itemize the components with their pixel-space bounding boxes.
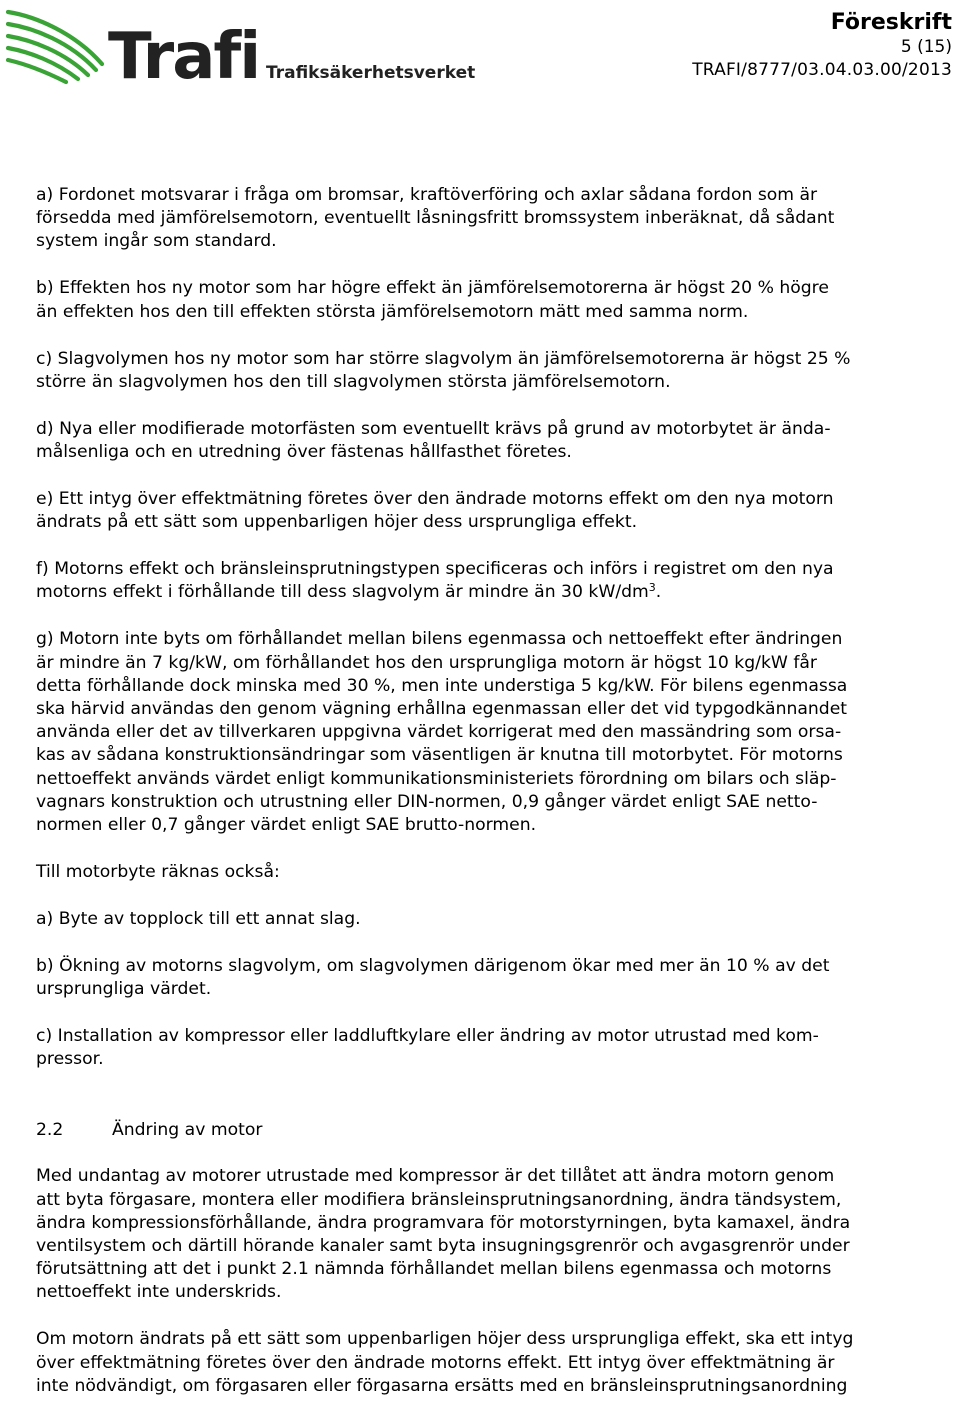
text-line: större än slagvolymen hos den till slagvolymen största jämförelsemotorn.: [36, 371, 671, 392]
text-line: över effektmätning företes över den ändrade motorns effekt. Ett intyg över effektmätning är: [36, 1352, 835, 1373]
text-line: är mindre än 7 kg/kW, om förhållandet hos den ursprungliga motorn är högst 10 kg/kW får: [36, 652, 817, 673]
text-fragment: motorns effekt i förhållande till dess slagvolym är mindre än 30 kW/dm: [36, 582, 649, 603]
text-line: vagnars konstruktion och utrustning eller DIN-normen, 0,9 gånger värdet enligt SAE netto-: [36, 791, 818, 812]
text-line: c) Installation av kompressor eller laddluftkylare eller ändring av motor utrustad med kom-: [36, 1026, 819, 1047]
text-line: nettoeffekt inte underskrids.: [36, 1282, 282, 1303]
text-line: målsenliga och en utredning över fästenas hållfasthet företes.: [36, 442, 572, 463]
text-line: [36, 581, 954, 604]
text-line: f) Motorns effekt och bränsleinsprutningstypen specificeras och införs i registret om den nya: [36, 559, 834, 580]
text-line: a) Fordonet motsvarar i fråga om bromsar, kraftöverföring och axlar sådana fordon som är: [36, 185, 818, 205]
paragraph-a2: [36, 908, 954, 931]
text-line: normen eller 0,7 gånger värdet enligt SAE brutto-normen.: [36, 815, 537, 836]
document-type: Föreskrift: [830, 10, 952, 35]
paragraph-e1: [36, 488, 954, 534]
text-line: d) Nya eller modifierade motorfästen som eventuellt krävs på grund av motorbytet är ända-: [36, 418, 831, 439]
trafi-logo-icon: [4, 2, 476, 94]
superscript: 3: [648, 581, 656, 595]
text-line: Med undantag av motorer utrustade med kompressor är det tillåtet att ändra motorn genom: [36, 1166, 835, 1187]
paragraph-section-1: [36, 1165, 954, 1304]
text-line: inte nödvändigt, om förgasaren eller förgasarna ersätts med en bränsleinsprutningsanordning: [36, 1375, 848, 1396]
text-line: än effekten hos den till effekten största jämförelsemotorn mätt med samma norm.: [36, 301, 749, 322]
text-line: detta förhållande dock minska med 30 %, men inte understiga 5 kg/kW. För bilens egenmassa: [36, 675, 848, 696]
document-meta: [692, 10, 952, 82]
text-line: förutsättning att det i punkt 2.1 nämnda förhållandet mellan bilens egenmassa och motorns: [36, 1259, 832, 1280]
section-heading: [36, 1119, 954, 1142]
paragraph-f1: [36, 558, 954, 604]
document-body: [36, 184, 954, 1422]
page-header: [0, 0, 960, 100]
text-line: ursprungliga värdet.: [36, 979, 212, 1000]
text-line: b) Effekten hos ny motor som har högre effekt än jämförelsemotorerna är högst 20 % högre: [36, 278, 829, 299]
text-line: att byta förgasare, montera eller modifiera bränsleinsprutningsanordning, ändra tändsystem,: [36, 1189, 842, 1210]
page-number: 5 (15): [900, 37, 952, 57]
document-reference: TRAFI/8777/03.04.03.00/2013: [692, 60, 952, 80]
text-line: nettoeffekt används värdet enligt kommunikationsministeriets förordning om bilars och släp-: [36, 768, 837, 789]
text-line: ventilsystem och därtill hörande kanaler samt byta insugningsgrenrör och avgasgrenrör under: [36, 1235, 850, 1256]
text-fragment: .: [655, 582, 662, 603]
paragraph-d1: [36, 418, 954, 464]
paragraph-section-2: [36, 1328, 954, 1398]
logo-tagline: Trafiksäkerhetsverket: [266, 63, 476, 83]
text-line: ändrats på ett sätt som uppenbarligen höjer dess ursprungliga effekt.: [36, 512, 638, 533]
text-line: system ingår som standard.: [36, 231, 277, 252]
paragraph-b2: [36, 955, 954, 1001]
text-line: kas av sådana konstruktionsändringar som väsentligen är knutna till motorbytet. För motorns: [36, 745, 843, 766]
text-line: Till motorbyte räknas också:: [36, 862, 280, 883]
text-line: c) Slagvolymen hos ny motor som har större slagvolym än jämförelsemotorerna är högst 25 %: [36, 348, 851, 369]
text-line: Om motorn ändrats på ett sätt som uppenbarligen höjer dess ursprungliga effekt, ska ett intyg: [36, 1329, 854, 1350]
trafi-logo: [4, 2, 476, 94]
paragraph-also: [36, 861, 954, 884]
text-line: använda eller det av tillverkaren uppgivna värdet korrigerat med den massändring som orsa-: [36, 722, 842, 743]
section-number: 2.2: [36, 1119, 64, 1140]
text-line: e) Ett intyg över effektmätning företes över den ändrade motorns effekt om den nya motorn: [36, 489, 834, 510]
section-title: Ändring av motor: [112, 1119, 263, 1140]
paragraph-a1: [36, 184, 954, 254]
paragraph-b1: [36, 277, 954, 323]
text-line: b) Ökning av motorns slagvolym, om slagvolymen därigenom ökar med mer än 10 % av det: [36, 956, 830, 977]
logo-wordmark: Trafi: [108, 20, 260, 94]
text-line: försedda med jämförelsemotorn, eventuellt låsningsfritt bromssystem inberäknat, då sådant: [36, 208, 835, 229]
text-line: ska härvid användas den genom vägning erhållna egenmassan eller det vid typgodkännandet: [36, 699, 848, 720]
text-line: a) Byte av topplock till ett annat slag.: [36, 909, 361, 930]
paragraph-c1: [36, 348, 954, 394]
text-line: g) Motorn inte byts om förhållandet mellan bilens egenmassa och nettoeffekt efter ändringen: [36, 629, 843, 650]
paragraph-c2: [36, 1025, 954, 1071]
text-line: ändra kompressionsförhållande, ändra programvara för motorstyrningen, byta kamaxel, ändra: [36, 1212, 851, 1233]
text-line: pressor.: [36, 1049, 104, 1070]
paragraph-g1: [36, 628, 954, 837]
